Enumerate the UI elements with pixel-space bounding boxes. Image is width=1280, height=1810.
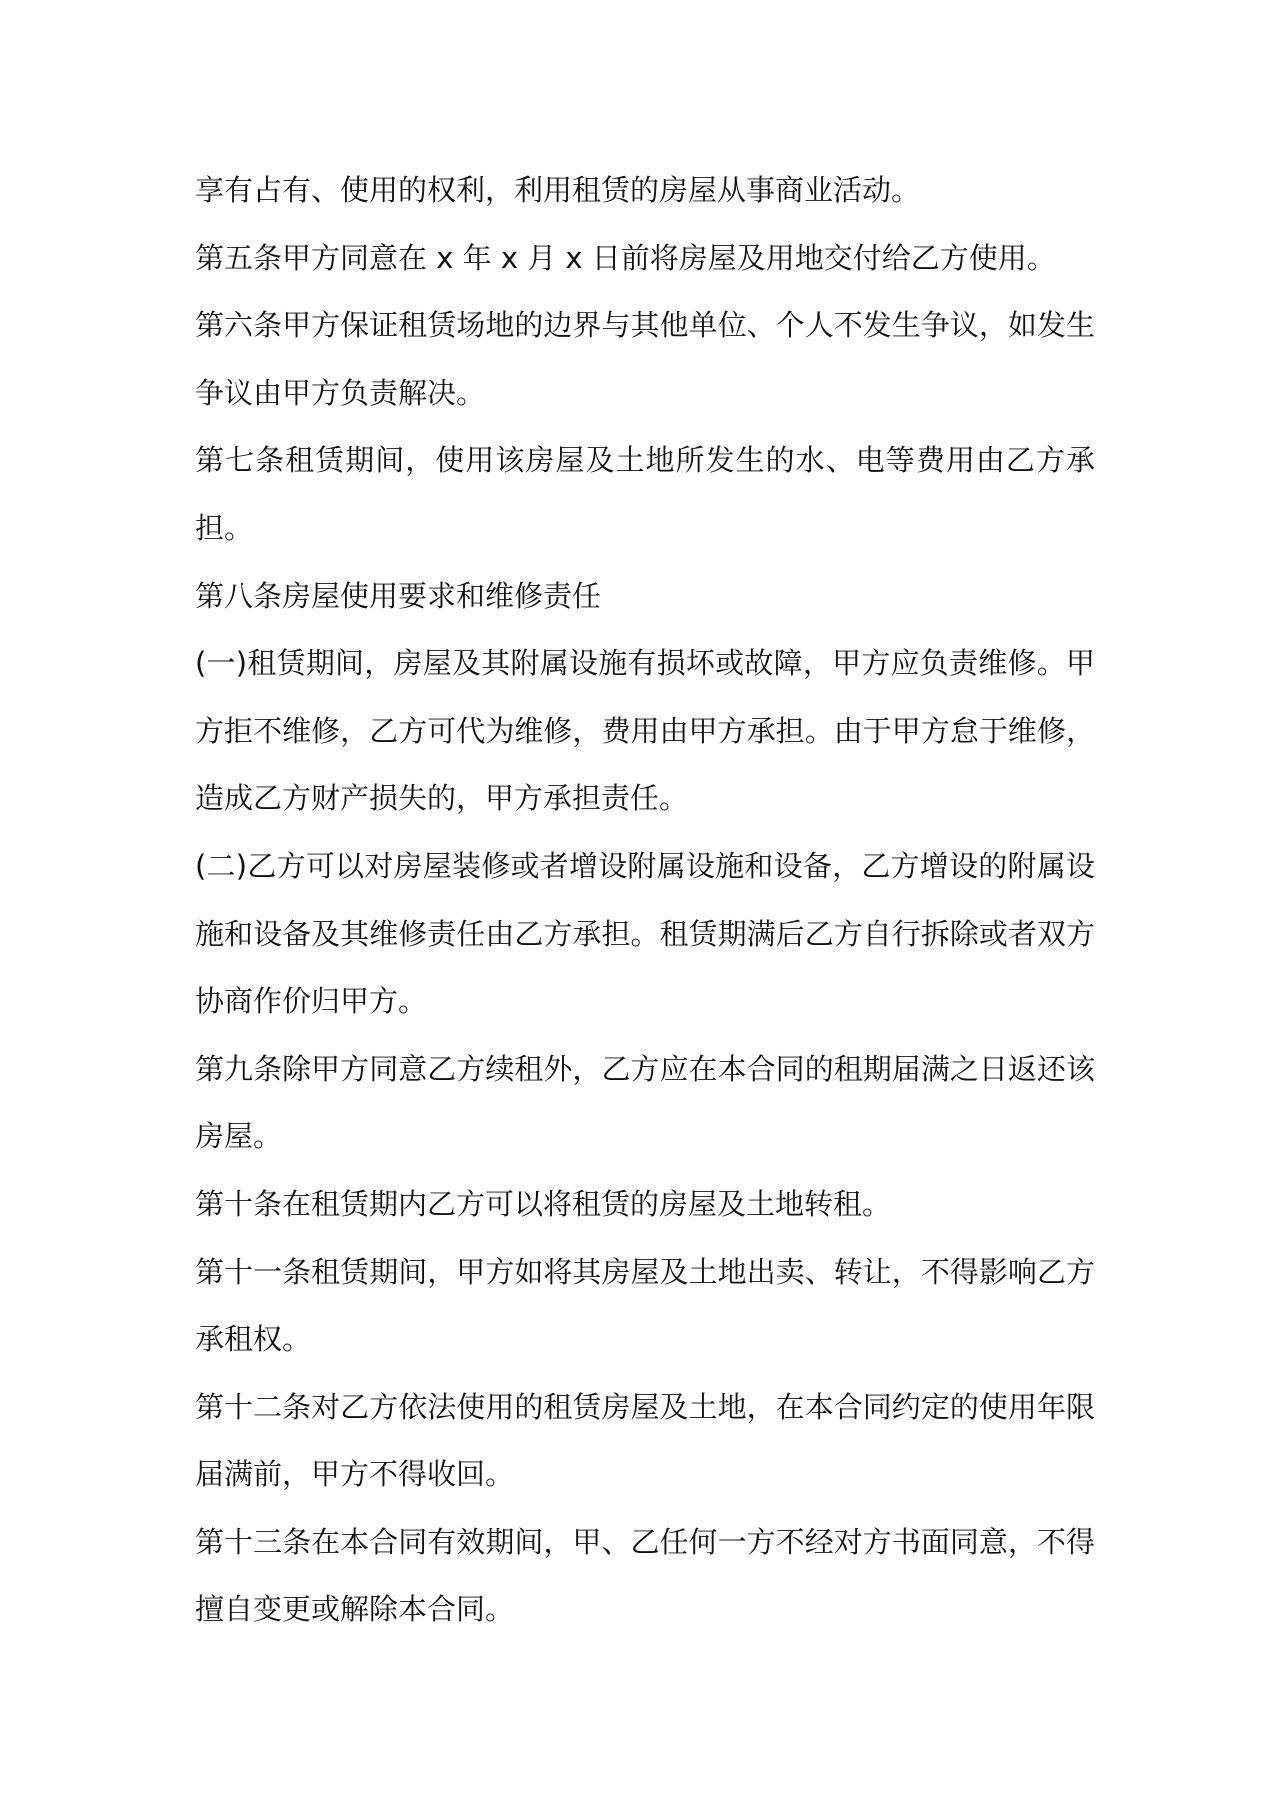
article-13: 第十三条在本合同有效期间，甲、乙任何一方不经对方书面同意，不得擅自变更或解除本合同。 (195, 1524, 1095, 1627)
article-11: 第十一条租赁期间，甲方如将其房屋及土地出卖、转让，不得影响乙方承租权。 (195, 1254, 1095, 1357)
article-9: 第九条除甲方同意乙方续租外，乙方应在本合同的租期届满之日返还该房屋。 (195, 1051, 1095, 1154)
article-7: 第七条租赁期间，使用该房屋及土地所发生的水、电等费用由乙方承担。 (195, 443, 1095, 545)
document-page (195, 157, 1095, 1644)
article-8-clause-1: (一)租赁期间，房屋及其附属设施有损坏或故障，甲方应负责维修。甲方拒不维修，乙方可代为维修，费用由甲方承担。由于甲方怠于维修，造成乙方财产损失的，甲方承担责任。 (195, 646, 1095, 816)
article-8-heading: 第八条房屋使用要求和维修责任 (195, 578, 602, 613)
paragraph-continuation: 享有占有、使用的权利，利用租赁的房屋从事商业活动。 (195, 173, 921, 207)
article-12: 第十二条对乙方依法使用的租赁房屋及土地，在本合同约定的使用年限届满前，甲方不得收回。 (195, 1389, 1095, 1492)
article-8-clause-2: (二)乙方可以对房屋装修或者增设附属设施和设备，乙方增设的附属设施和设备及其维修责任由乙方承担。租赁期满后乙方自行拆除或者双方协商作价归甲方。 (195, 848, 1095, 1019)
article-10: 第十条在租赁期内乙方可以将租赁的房屋及土地转租。 (195, 1186, 892, 1221)
article-6: 第六条甲方保证租赁场地的边界与其他单位、个人不发生争议，如发生争议由甲方负责解决。 (195, 308, 1095, 410)
article-5: 第五条甲方同意在 x 年 x 月 x 日前将房屋及用地交付给乙方使用。 (195, 240, 1056, 275)
